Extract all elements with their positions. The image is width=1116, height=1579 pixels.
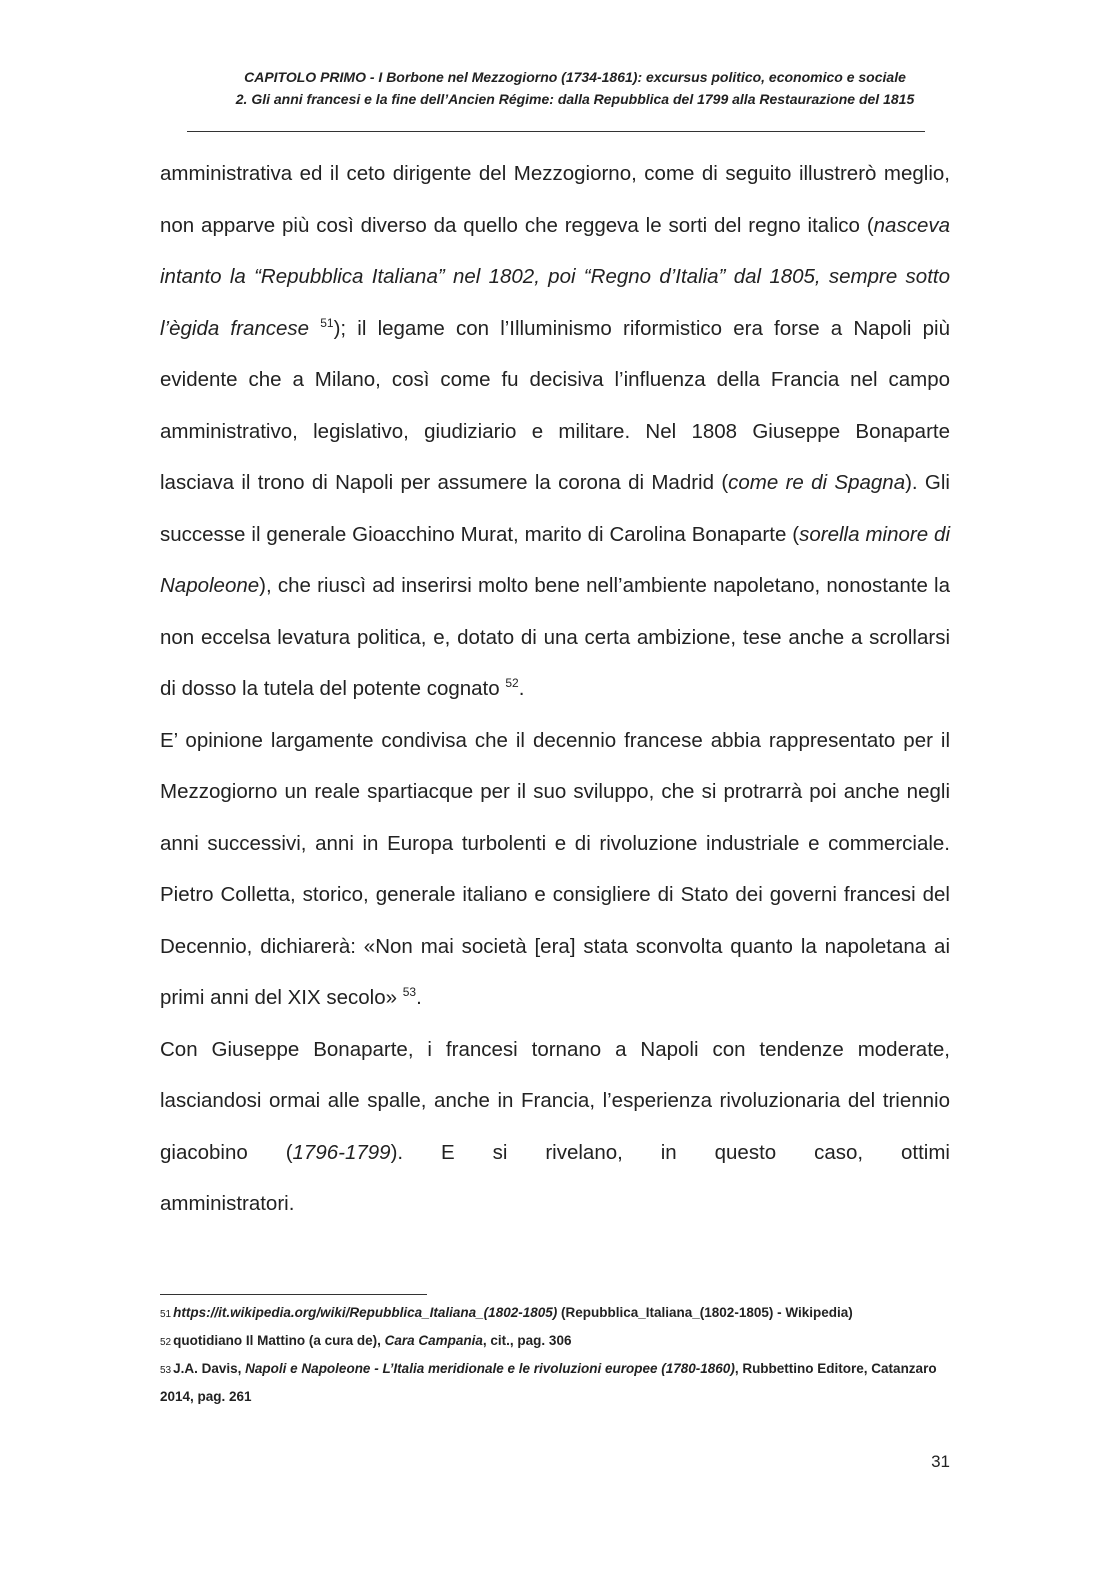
header-divider (187, 131, 925, 132)
footnote-52: 52 quotidiano Il Mattino (a cura de), Cara Campania, cit., pag. 306 (160, 1333, 572, 1348)
section-title: 2. Gli anni francesi e la fine dell’Ancien Régime: dalla Repubblica del 1799 alla Restaurazione del 1815 (235, 91, 915, 107)
footnote-number: 51 (160, 1309, 172, 1320)
paragraph-3: Con Giuseppe Bonaparte, i francesi tornano a Napoli con tendenze moderate, lasciandosi ormai alle spalle, anche in Francia, l’esperienza rivoluzionaria del triennio giacobino (1796-1799). E si rivelano, in questo caso, ottimi (160, 1037, 950, 1164)
footnote-number: 52 (160, 1337, 172, 1348)
main-text (160, 148, 950, 1230)
page-number: 31 (931, 1452, 950, 1471)
footnote-ref-52[interactable]: 52 (505, 676, 519, 691)
footnote-link[interactable]: https://it.wikipedia.org/wiki/Repubblica_Italiana_(1802-1805) (173, 1305, 558, 1320)
chapter-title: CAPITOLO PRIMO - I Borbone nel Mezzogiorno (1734-1861): excursus politico, economico e sociale (244, 69, 906, 85)
running-header (150, 66, 1000, 110)
footnote-number: 53 (160, 1365, 172, 1376)
footnote-51: 51 https://it.wikipedia.org/wiki/Repubblica_Italiana_(1802-1805) (Repubblica_Italiana_(1802-1805) - Wikipedia) (160, 1305, 853, 1320)
footnote-ref-51[interactable]: 51 (320, 315, 334, 330)
footnote-divider (160, 1294, 427, 1295)
paragraph-2: E’ opinione largamente condivisa che il decennio francese abbia rappresentato per il Mezzogiorno un reale spartiacque per il suo sviluppo, che si protrarrà poi anche negli anni successivi, anni in Europa turbolenti e di rivoluzione industriale e commerciale. Pietro Colletta, storico, generale italiano e consigliere di Stato dei governi francesi del Decennio, dichiarerà: «Non mai società [era] stata sconvolta quanto la napoletana ai primi anni del XIX secolo» $^{53}$. (160, 728, 950, 1009)
paragraph-3-end: amministratori. (160, 1192, 295, 1215)
footnote-53: 53 J.A. Davis, Napoli e Napoleone - L’Italia meridionale e le rivoluzioni europee (1780-1860), Rubbettino Editore, Catanzaro 2014, pag. 261 (160, 1361, 937, 1404)
footnotes (160, 1300, 960, 1410)
footnote-ref-53[interactable]: 53 (402, 985, 417, 1000)
paragraph-1: amministrativa ed il ceto dirigente del Mezzogiorno, come di seguito illustrerò meglio, non apparve più così diverso da quello che reggeva le sorti del regno italico (nasceva intanto la “Repubblica Italiana” nel 1802, poi “Regno d’Italia” dal 1805, sempre sotto l’ègida francese $^{51}$); il legame con l’Illuminismo riformistico era forse a Napoli più evidente che a Milano, così come fu decisiva l’influenza della Francia nel campo amministrativo, legislativo, giudiziario e militare. Nel 1808 Giuseppe Bonaparte lasciava il trono di Napoli per assumere la corona di Madrid (come re di Spagna). Gli successe il generale Gioacchino Murat, marito di Carolina Bonaparte (sorella minore di Napoleone), che riuscì ad inserirsi molto bene nell’ambiente napoletano, nonostante la non eccelsa levatura politica, e, dotato di una certa ambizione, tese anche a scrollarsi di dosso la tutela del potente cognato $^{52}$. (160, 162, 951, 700)
